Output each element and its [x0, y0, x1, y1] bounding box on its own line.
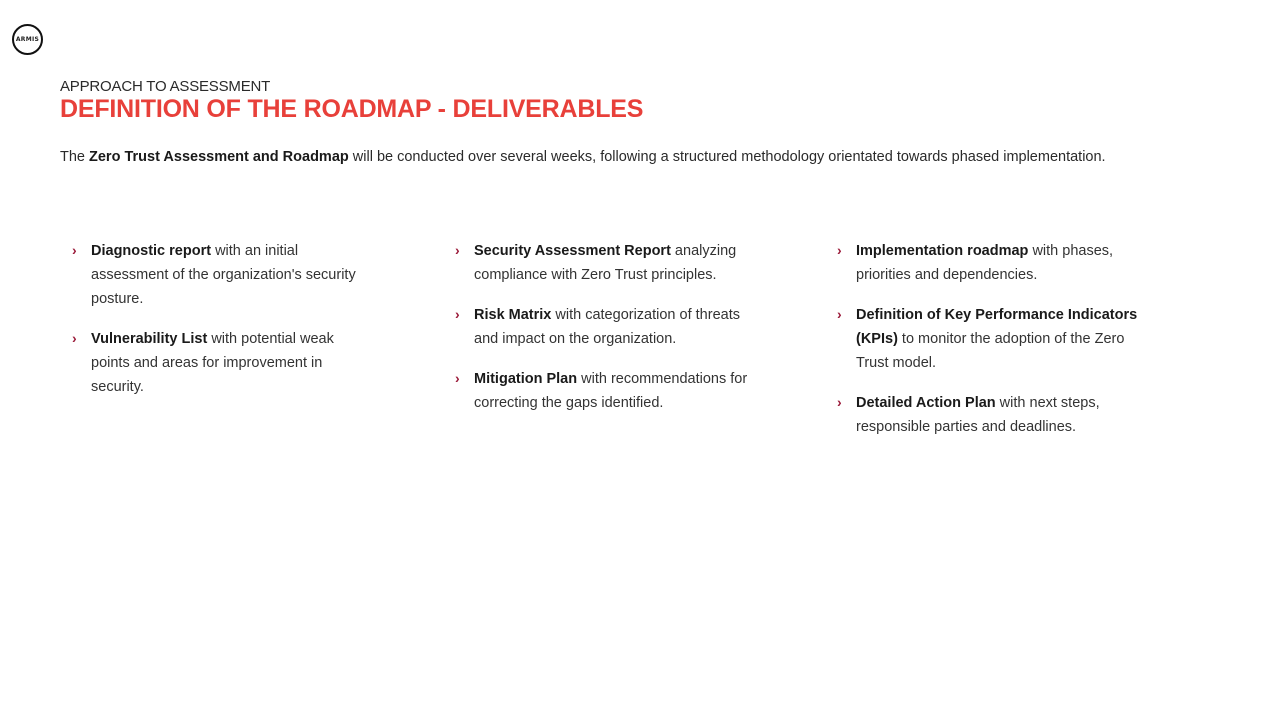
deliverables-column-2: [455, 239, 755, 431]
armis-logo: [12, 24, 43, 55]
item-title: Security Assessment Report: [474, 243, 671, 259]
chevron-right-icon: ›: [72, 242, 77, 258]
intro-suffix: will be conducted over several weeks, following a structured methodology orientated towards phased implementation.: [348, 149, 1106, 165]
item-title: Diagnostic report: [91, 243, 212, 259]
deliverable-item: [455, 367, 755, 415]
item-text: with potential weak points and areas for improvement in security.: [91, 331, 334, 395]
item-text: with recommendations for correcting the gaps identified.: [474, 371, 748, 411]
deliverables-column-1: [72, 239, 372, 415]
chevron-right-icon: ›: [72, 330, 77, 346]
item-text: with an initial assessment of the organization's security posture.: [91, 243, 356, 307]
item-text: with categorization of threats and impact on the organization.: [474, 307, 740, 347]
deliverable-item: [72, 327, 372, 399]
intro-bold: Zero Trust Assessment and Roadmap: [89, 149, 349, 165]
deliverable-item: [837, 239, 1142, 287]
chevron-right-icon: ›: [455, 370, 460, 386]
deliverable-item: [455, 303, 755, 351]
deliverables-column-3: [837, 239, 1142, 455]
item-title: Vulnerability List: [91, 331, 208, 347]
deliverable-item: [837, 391, 1142, 439]
item-text: analyzing compliance with Zero Trust principles.: [474, 243, 737, 283]
page-title: DEFINITION OF THE ROADMAP - DELIVERABLES: [60, 95, 644, 123]
item-text: to monitor the adoption of the Zero Trust model.: [856, 331, 1125, 371]
chevron-right-icon: ›: [837, 242, 842, 258]
item-title: Detailed Action Plan: [856, 395, 996, 411]
chevron-right-icon: ›: [455, 242, 460, 258]
item-title: Definition of Key Performance Indicators (KPIs): [856, 307, 1138, 347]
item-text: with phases, priorities and dependencies.: [856, 243, 1114, 283]
item-text: with next steps, responsible parties and deadlines.: [856, 395, 1100, 435]
intro-paragraph: [60, 149, 1106, 165]
item-title: Mitigation Plan: [474, 371, 578, 387]
item-title: Implementation roadmap: [856, 243, 1029, 259]
deliverable-item: [455, 239, 755, 287]
chevron-right-icon: ›: [837, 306, 842, 322]
chevron-right-icon: ›: [455, 306, 460, 322]
deliverable-item: [72, 239, 372, 311]
item-title: Risk Matrix: [474, 307, 552, 323]
intro-prefix: The: [60, 149, 90, 165]
section-eyebrow: APPROACH TO ASSESSMENT: [60, 78, 271, 95]
deliverable-item: [837, 303, 1142, 375]
logo-text: ARMIS: [15, 36, 40, 43]
chevron-right-icon: ›: [837, 394, 842, 410]
